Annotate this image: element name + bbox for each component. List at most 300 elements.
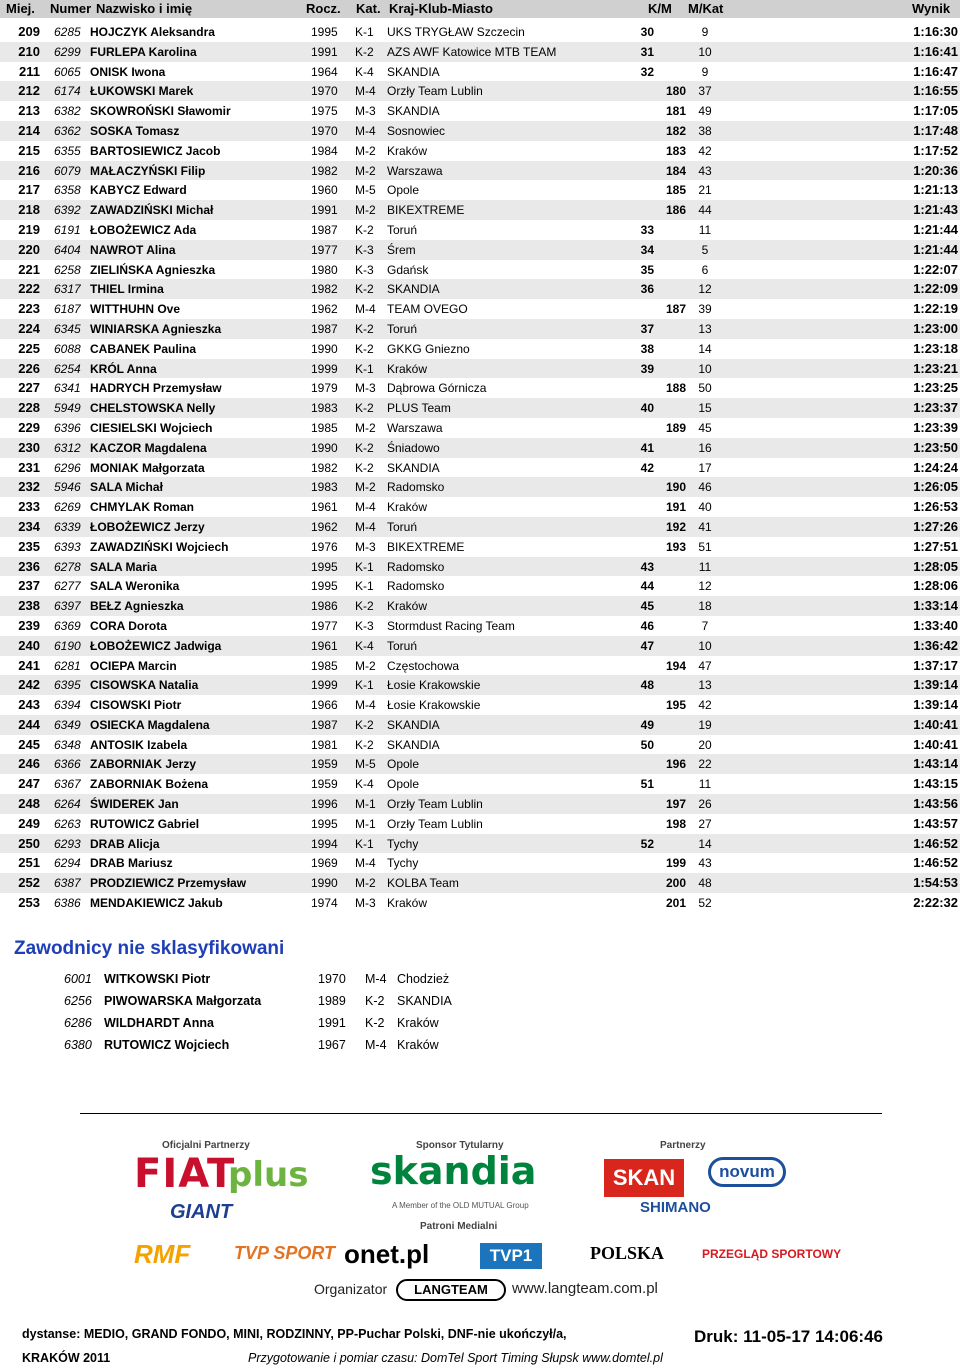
women-place: 46 xyxy=(640,618,654,633)
category-place: 27 xyxy=(698,816,712,831)
men-place: 181 xyxy=(665,104,686,119)
place: 243 xyxy=(18,697,40,713)
category: K-2 xyxy=(355,44,374,59)
place: 227 xyxy=(18,380,40,396)
start-number: 6263 xyxy=(54,816,81,831)
result-time: 1:40:41 xyxy=(913,736,958,752)
dnf-row xyxy=(0,1036,960,1058)
result-time: 1:17:48 xyxy=(913,122,958,138)
birth-year: 1976 xyxy=(311,539,338,554)
place: 250 xyxy=(18,835,40,851)
langteam-logo: LANGTEAM xyxy=(396,1279,506,1301)
result-time: 2:22:32 xyxy=(913,895,958,911)
women-place: 41 xyxy=(640,440,654,455)
club: SKANDIA xyxy=(387,282,440,297)
birth-year: 1959 xyxy=(311,777,338,792)
start-number: 6281 xyxy=(54,658,81,673)
table-row xyxy=(0,418,960,438)
club: Tychy xyxy=(387,856,419,871)
old-mutual-logo: A Member of the OLD MUTUAL Group xyxy=(392,1201,529,1210)
competitor-name: ŁOBOŻEWICZ Jerzy xyxy=(90,519,205,534)
birth-year: 1962 xyxy=(311,519,338,534)
table-row xyxy=(0,81,960,101)
competitor-name: KABYCZ Edward xyxy=(90,183,187,198)
category: M-4 xyxy=(365,972,387,986)
place: 244 xyxy=(18,716,40,732)
women-place: 44 xyxy=(640,579,654,594)
club: AZS AWF Katowice MTB TEAM xyxy=(387,44,557,59)
result-time: 1:22:19 xyxy=(913,301,958,317)
category-place: 22 xyxy=(698,757,712,772)
result-time: 1:21:44 xyxy=(913,241,958,257)
category-place: 49 xyxy=(698,104,712,119)
start-number: 6367 xyxy=(54,777,81,792)
birth-year: 1970 xyxy=(311,123,338,138)
category-place: 43 xyxy=(698,856,712,871)
table-row xyxy=(0,200,960,220)
competitor-name: MONIAK Małgorzata xyxy=(90,460,205,475)
fiat-logo: FIAT xyxy=(134,1151,236,1197)
category: M-2 xyxy=(355,163,376,178)
table-row xyxy=(0,715,960,735)
place: 223 xyxy=(18,301,40,317)
result-time: 1:39:14 xyxy=(913,677,958,693)
competitor-name: SALA Weronika xyxy=(90,579,180,594)
table-row xyxy=(0,517,960,537)
club: Gdańsk xyxy=(387,262,429,277)
table-row xyxy=(0,319,960,339)
women-place: 33 xyxy=(640,222,654,237)
header-year: Rocz. xyxy=(306,1,341,16)
category: K-2 xyxy=(355,321,374,336)
birth-year: 1970 xyxy=(318,972,346,986)
women-place: 39 xyxy=(640,361,654,376)
header-number: Numer xyxy=(50,1,92,16)
birth-year: 1990 xyxy=(311,341,338,356)
men-place: 201 xyxy=(665,896,686,911)
result-time: 1:27:51 xyxy=(913,538,958,554)
club: Śniadowo xyxy=(387,440,440,455)
club: SKANDIA xyxy=(387,104,440,119)
category-place: 11 xyxy=(698,777,712,792)
birth-year: 1970 xyxy=(311,84,338,99)
club: Orzły Team Lublin xyxy=(387,84,483,99)
category: M-4 xyxy=(355,698,376,713)
result-time: 1:23:21 xyxy=(913,360,958,376)
women-place: 31 xyxy=(640,44,654,59)
competitor-name: ZIELIŃSKA Agnieszka xyxy=(90,262,216,277)
start-number: 6001 xyxy=(64,972,92,986)
category-place: 39 xyxy=(698,302,712,317)
birth-year: 1999 xyxy=(311,361,338,376)
place: 252 xyxy=(18,875,40,891)
start-number: 6174 xyxy=(54,84,81,99)
onet-logo: onet.pl xyxy=(344,1239,430,1269)
result-time: 1:33:14 xyxy=(913,598,958,614)
partners-heading: Partnerzy xyxy=(660,1140,706,1151)
women-place: 34 xyxy=(640,242,654,257)
place: 217 xyxy=(18,182,40,198)
place: 222 xyxy=(18,281,40,297)
result-time: 1:27:26 xyxy=(913,518,958,534)
table-row xyxy=(0,260,960,280)
table-row xyxy=(0,180,960,200)
club: Częstochowa xyxy=(387,658,460,673)
category: M-4 xyxy=(355,519,376,534)
competitor-name: KACZOR Magdalena xyxy=(90,440,207,455)
category-place: 10 xyxy=(698,44,712,59)
category: K-3 xyxy=(355,242,374,257)
dnf-heading: Zawodnicy nie sklasyfikowani xyxy=(14,938,285,959)
competitor-name: BEŁZ Agnieszka xyxy=(90,599,184,614)
result-time: 1:43:56 xyxy=(913,796,958,812)
section-divider xyxy=(80,1113,882,1114)
competitor-name: ANTOSIK Izabela xyxy=(90,737,188,752)
birth-year: 1977 xyxy=(311,618,338,633)
category: M-3 xyxy=(355,104,376,119)
women-place: 43 xyxy=(640,559,654,574)
birth-year: 1995 xyxy=(311,559,338,574)
category-place: 11 xyxy=(698,222,712,237)
category: M-2 xyxy=(355,420,376,435)
category: M-4 xyxy=(355,856,376,871)
competitor-name: ZABORNIAK Bożena xyxy=(90,777,209,792)
start-number: 6349 xyxy=(54,717,81,732)
competitor-name: CISOWSKA Natalia xyxy=(90,678,199,693)
birth-year: 1961 xyxy=(311,500,338,515)
birth-year: 1982 xyxy=(311,282,338,297)
start-number: 6269 xyxy=(54,500,81,515)
dnf-row xyxy=(0,1014,960,1036)
competitor-name: PIWOWARSKA Małgorzata xyxy=(104,994,262,1008)
birth-year: 1967 xyxy=(318,1038,346,1052)
category: K-4 xyxy=(355,777,374,792)
category: M-2 xyxy=(355,658,376,673)
category: K-2 xyxy=(355,282,374,297)
result-time: 1:36:42 xyxy=(913,637,958,653)
competitor-name: WINIARSKA Agnieszka xyxy=(90,321,222,336)
club: Toruń xyxy=(387,222,418,237)
competitor-name: CHELSTOWSKA Nelly xyxy=(90,401,216,416)
club: Kraków xyxy=(387,896,428,911)
competitor-name: ŁOBOŻEWICZ Ada xyxy=(90,222,197,237)
women-place: 50 xyxy=(640,737,654,752)
tvp-sport-logo: TVP SPORT xyxy=(234,1243,336,1263)
result-time: 1:43:15 xyxy=(913,776,958,792)
club: Orzły Team Lublin xyxy=(387,797,483,812)
skan-logo: SKAN xyxy=(604,1159,684,1197)
category: K-2 xyxy=(355,737,374,752)
start-number: 6293 xyxy=(54,836,81,851)
header-mk: M/Kat xyxy=(688,1,724,16)
women-place: 30 xyxy=(640,25,654,39)
category: K-1 xyxy=(355,579,374,594)
men-place: 190 xyxy=(665,480,686,495)
table-row xyxy=(0,675,960,695)
birth-year: 1985 xyxy=(311,420,338,435)
result-time: 1:16:55 xyxy=(913,83,958,99)
category: M-2 xyxy=(355,143,376,158)
result-time: 1:20:36 xyxy=(913,162,958,178)
category: M-4 xyxy=(365,1038,387,1052)
competitor-name: WILDHARDT Anna xyxy=(104,1016,214,1030)
competitor-name: OCIEPA Marcin xyxy=(90,658,177,673)
women-place: 32 xyxy=(640,64,654,79)
category: K-1 xyxy=(355,361,374,376)
category-place: 20 xyxy=(698,737,712,752)
competitor-name: WITKOWSKI Piotr xyxy=(104,972,211,986)
place: 212 xyxy=(18,83,40,99)
start-number: 6299 xyxy=(54,44,81,59)
start-number: 6382 xyxy=(54,104,81,119)
dnf-list xyxy=(0,970,960,1058)
novum-logo: novum xyxy=(708,1157,786,1187)
place: 213 xyxy=(18,103,40,119)
competitor-name: HADRYCH Przemysław xyxy=(90,381,222,396)
competitor-name: BARTOSIEWICZ Jacob xyxy=(90,143,221,158)
category: K-1 xyxy=(355,836,374,851)
result-time: 1:23:39 xyxy=(913,419,958,435)
start-number: 6317 xyxy=(54,282,81,297)
start-number: 6404 xyxy=(54,242,81,257)
table-row xyxy=(0,814,960,834)
category-place: 12 xyxy=(698,282,712,297)
table-row xyxy=(0,42,960,62)
result-time: 1:23:18 xyxy=(913,340,958,356)
competitor-name: CABANEK Paulina xyxy=(90,341,197,356)
place: 218 xyxy=(18,202,40,218)
club: Warszawa xyxy=(387,163,443,178)
start-number: 6264 xyxy=(54,797,81,812)
results-table-body xyxy=(0,22,960,913)
result-time: 1:43:57 xyxy=(913,815,958,831)
table-row xyxy=(0,616,960,636)
birth-year: 1969 xyxy=(311,856,338,871)
tvp1-logo: TVP1 xyxy=(480,1243,542,1269)
category-place: 21 xyxy=(698,183,712,198)
birth-year: 1994 xyxy=(311,836,338,851)
club: Tychy xyxy=(387,836,419,851)
competitor-name: RUTOWICZ Wojciech xyxy=(104,1038,230,1052)
table-row xyxy=(0,537,960,557)
club: Kraków xyxy=(397,1038,439,1052)
result-time: 1:21:43 xyxy=(913,202,958,218)
start-number: 6395 xyxy=(54,678,81,693)
result-time: 1:23:50 xyxy=(913,439,958,455)
start-number: 6366 xyxy=(54,757,81,772)
club: PLUS Team xyxy=(387,401,451,416)
table-row xyxy=(0,378,960,398)
table-row xyxy=(0,754,960,774)
category: M-1 xyxy=(355,797,376,812)
competitor-name: SOSKA Tomasz xyxy=(90,123,180,138)
place: 226 xyxy=(18,360,40,376)
category: M-2 xyxy=(355,876,376,891)
birth-year: 1962 xyxy=(311,302,338,317)
club: Orzły Team Lublin xyxy=(387,816,483,831)
women-place: 38 xyxy=(640,341,654,356)
category-place: 5 xyxy=(701,242,709,257)
category: K-2 xyxy=(355,460,374,475)
print-timestamp: Druk: 11-05-17 14:06:46 xyxy=(694,1327,884,1346)
table-row xyxy=(0,141,960,161)
club: Sosnowiec xyxy=(387,123,446,138)
men-place: 188 xyxy=(665,381,686,396)
club: GKKG Gniezno xyxy=(387,341,470,356)
category-place: 52 xyxy=(698,896,712,911)
category: K-2 xyxy=(355,599,374,614)
plus-logo: plus xyxy=(228,1155,309,1195)
club: Toruń xyxy=(387,321,418,336)
category-place: 44 xyxy=(698,203,712,218)
category-place: 10 xyxy=(698,638,712,653)
club: Kraków xyxy=(397,1016,439,1030)
place: 216 xyxy=(18,162,40,178)
table-row xyxy=(0,477,960,497)
category: M-4 xyxy=(355,302,376,317)
footer-event: KRAKÓW 2011 xyxy=(22,1351,111,1365)
header-place: Miej. xyxy=(6,1,35,16)
start-number: 6088 xyxy=(54,341,81,356)
place: 237 xyxy=(18,578,40,594)
club: BIKEXTREME xyxy=(387,203,465,218)
category-place: 10 xyxy=(698,361,712,376)
result-time: 1:16:47 xyxy=(913,63,958,79)
men-place: 185 xyxy=(665,183,686,198)
category-place: 47 xyxy=(698,658,712,673)
men-place: 187 xyxy=(665,302,686,317)
start-number: 6393 xyxy=(54,539,81,554)
category-place: 17 xyxy=(698,460,712,475)
competitor-name: HOJCZYK Aleksandra xyxy=(90,25,215,39)
place: 242 xyxy=(18,677,40,693)
competitor-name: NAWROT Alina xyxy=(90,242,176,257)
birth-year: 1981 xyxy=(311,737,338,752)
start-number: 6339 xyxy=(54,519,81,534)
start-number: 6392 xyxy=(54,203,81,218)
table-row xyxy=(0,893,960,913)
category-place: 13 xyxy=(698,678,712,693)
place: 253 xyxy=(18,895,40,911)
table-row xyxy=(0,101,960,121)
men-place: 193 xyxy=(665,539,686,554)
category-place: 38 xyxy=(698,123,712,138)
start-number: 6355 xyxy=(54,143,81,158)
women-place: 48 xyxy=(640,678,654,693)
sponsor-block xyxy=(130,1115,910,1305)
category-place: 13 xyxy=(698,321,712,336)
place: 230 xyxy=(18,439,40,455)
category-place: 40 xyxy=(698,500,712,515)
start-number: 6286 xyxy=(64,1016,92,1030)
category: K-3 xyxy=(355,262,374,277)
header-result: Wynik xyxy=(912,1,951,16)
result-time: 1:16:30 xyxy=(913,24,958,39)
langteam-url: www.langteam.com.pl xyxy=(512,1280,658,1297)
official-partners-heading: Oficjalni Partnerzy xyxy=(162,1140,250,1151)
birth-year: 1987 xyxy=(311,717,338,732)
category: M-1 xyxy=(355,816,376,831)
birth-year: 1975 xyxy=(311,104,338,119)
competitor-name: CISOWSKI Piotr xyxy=(90,698,182,713)
start-number: 6296 xyxy=(54,460,81,475)
birth-year: 1982 xyxy=(311,163,338,178)
men-place: 186 xyxy=(665,203,686,218)
category-place: 46 xyxy=(698,480,712,495)
competitor-name: PRODZIEWICZ Przemysław xyxy=(90,876,247,891)
table-row xyxy=(0,873,960,893)
category-place: 16 xyxy=(698,440,712,455)
place: 228 xyxy=(18,400,40,416)
club: BIKEXTREME xyxy=(387,539,465,554)
birth-year: 1959 xyxy=(311,757,338,772)
birth-year: 1982 xyxy=(311,460,338,475)
men-place: 183 xyxy=(665,143,686,158)
competitor-name: ŁOBOŻEWICZ Jadwiga xyxy=(90,638,222,653)
place: 221 xyxy=(18,261,40,277)
men-place: 197 xyxy=(665,797,686,812)
category-place: 42 xyxy=(698,143,712,158)
start-number: 6345 xyxy=(54,321,81,336)
category-place: 43 xyxy=(698,163,712,178)
table-row xyxy=(0,240,960,260)
result-time: 1:39:14 xyxy=(913,697,958,713)
place: 251 xyxy=(18,855,40,871)
club: Kraków xyxy=(387,361,428,376)
result-time: 1:21:13 xyxy=(913,182,958,198)
competitor-name: MAŁACZYŃSKI Filip xyxy=(90,163,206,178)
start-number: 6285 xyxy=(54,25,81,39)
club: SKANDIA xyxy=(387,460,440,475)
start-number: 5946 xyxy=(54,480,81,495)
category: M-2 xyxy=(355,203,376,218)
category: M-3 xyxy=(355,896,376,911)
table-row xyxy=(0,695,960,715)
club: SKANDIA xyxy=(387,717,440,732)
category-place: 48 xyxy=(698,876,712,891)
birth-year: 1987 xyxy=(311,222,338,237)
club: Radomsko xyxy=(387,480,445,495)
category-place: 50 xyxy=(698,381,712,396)
start-number: 6278 xyxy=(54,559,81,574)
category-place: 6 xyxy=(701,262,709,277)
competitor-name: CHMYLAK Roman xyxy=(90,500,194,515)
birth-year: 1996 xyxy=(311,797,338,812)
competitor-name: ŁUKOWSKI Marek xyxy=(90,84,194,99)
result-time: 1:46:52 xyxy=(913,855,958,871)
category: M-3 xyxy=(355,381,376,396)
club: Radomsko xyxy=(387,559,445,574)
birth-year: 1986 xyxy=(311,599,338,614)
start-number: 6397 xyxy=(54,599,81,614)
club: Dąbrowa Górnicza xyxy=(387,381,487,396)
category: K-2 xyxy=(365,1016,385,1030)
place: 220 xyxy=(18,241,40,257)
competitor-name: CORA Dorota xyxy=(90,618,167,633)
club: Toruń xyxy=(387,638,418,653)
media-patrons-heading: Patroni Medialni xyxy=(420,1221,498,1232)
dnf-row xyxy=(0,970,960,992)
competitor-name: ONISK Iwona xyxy=(90,64,166,79)
birth-year: 1983 xyxy=(311,401,338,416)
birth-year: 1960 xyxy=(311,183,338,198)
competitor-name: MENDAKIEWICZ Jakub xyxy=(90,896,223,911)
result-time: 1:16:41 xyxy=(913,43,958,59)
result-time: 1:23:00 xyxy=(913,320,958,336)
place: 229 xyxy=(18,419,40,435)
competitor-name: SALA Maria xyxy=(90,559,157,574)
table-row xyxy=(0,299,960,319)
